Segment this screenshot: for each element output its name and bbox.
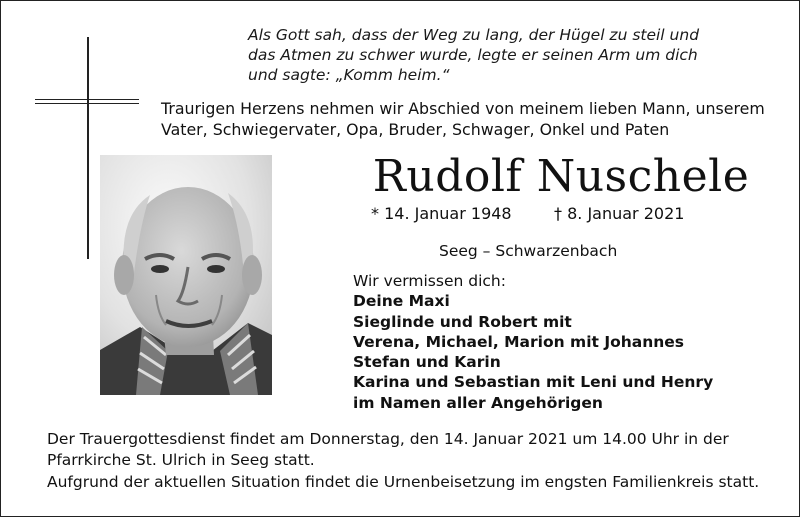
place-of-residence: Seeg – Schwarzenbach: [439, 242, 618, 260]
cross-horizontal-bar: [35, 99, 139, 104]
birth-date: * 14. Januar 1948: [371, 204, 512, 223]
intro-line: Traurigen Herzens nehmen wir Abschied von meinem lieben Mann, unserem: [161, 99, 765, 118]
mourner-entry: Deine Maxi: [353, 292, 450, 311]
mourner-entry: Stefan und Karin: [353, 353, 501, 372]
quote-line: das Atmen zu schwer wurde, legte er seinen Arm um dich: [248, 46, 698, 64]
funeral-service-info: [47, 429, 772, 470]
urn-burial-info: Aufgrund der aktuellen Situation findet die Urnenbeisetzung im engsten Familienkreis statt.: [47, 473, 760, 491]
intro-text: [161, 98, 791, 140]
mourner-entry: Sieglinde und Robert mit: [353, 312, 572, 331]
mourners-list: [353, 271, 773, 413]
service-line: Pfarrkirche St. Ulrich in Seeg statt.: [47, 450, 315, 469]
portrait-photo: [100, 155, 272, 395]
quote: [248, 25, 768, 85]
service-line: Der Trauergottesdienst findet am Donnerstag, den 14. Januar 2021 um 14.00 Uhr in der: [47, 430, 729, 448]
quote-line: und sagte: „Komm heim.“: [248, 66, 450, 84]
mourner-entry: Karina und Sebastian mit Leni und Henry: [353, 373, 714, 392]
death-date: † 8. Januar 2021: [554, 204, 685, 223]
mourner-entry: Verena, Michael, Marion mit Johannes: [353, 332, 685, 351]
cross-vertical-bar: [87, 37, 89, 259]
portrait-illustration: [100, 155, 272, 395]
mourner-entry: im Namen aller Angehörigen: [353, 393, 603, 412]
quote-line: Als Gott sah, dass der Weg zu lang, der Hügel zu steil und: [248, 26, 700, 44]
intro-line: Vater, Schwiegervater, Opa, Bruder, Schwager, Onkel und Paten: [161, 120, 670, 139]
mourners-label: Wir vermissen dich:: [353, 272, 506, 290]
deceased-name: Rudolf Nuschele: [372, 151, 750, 202]
